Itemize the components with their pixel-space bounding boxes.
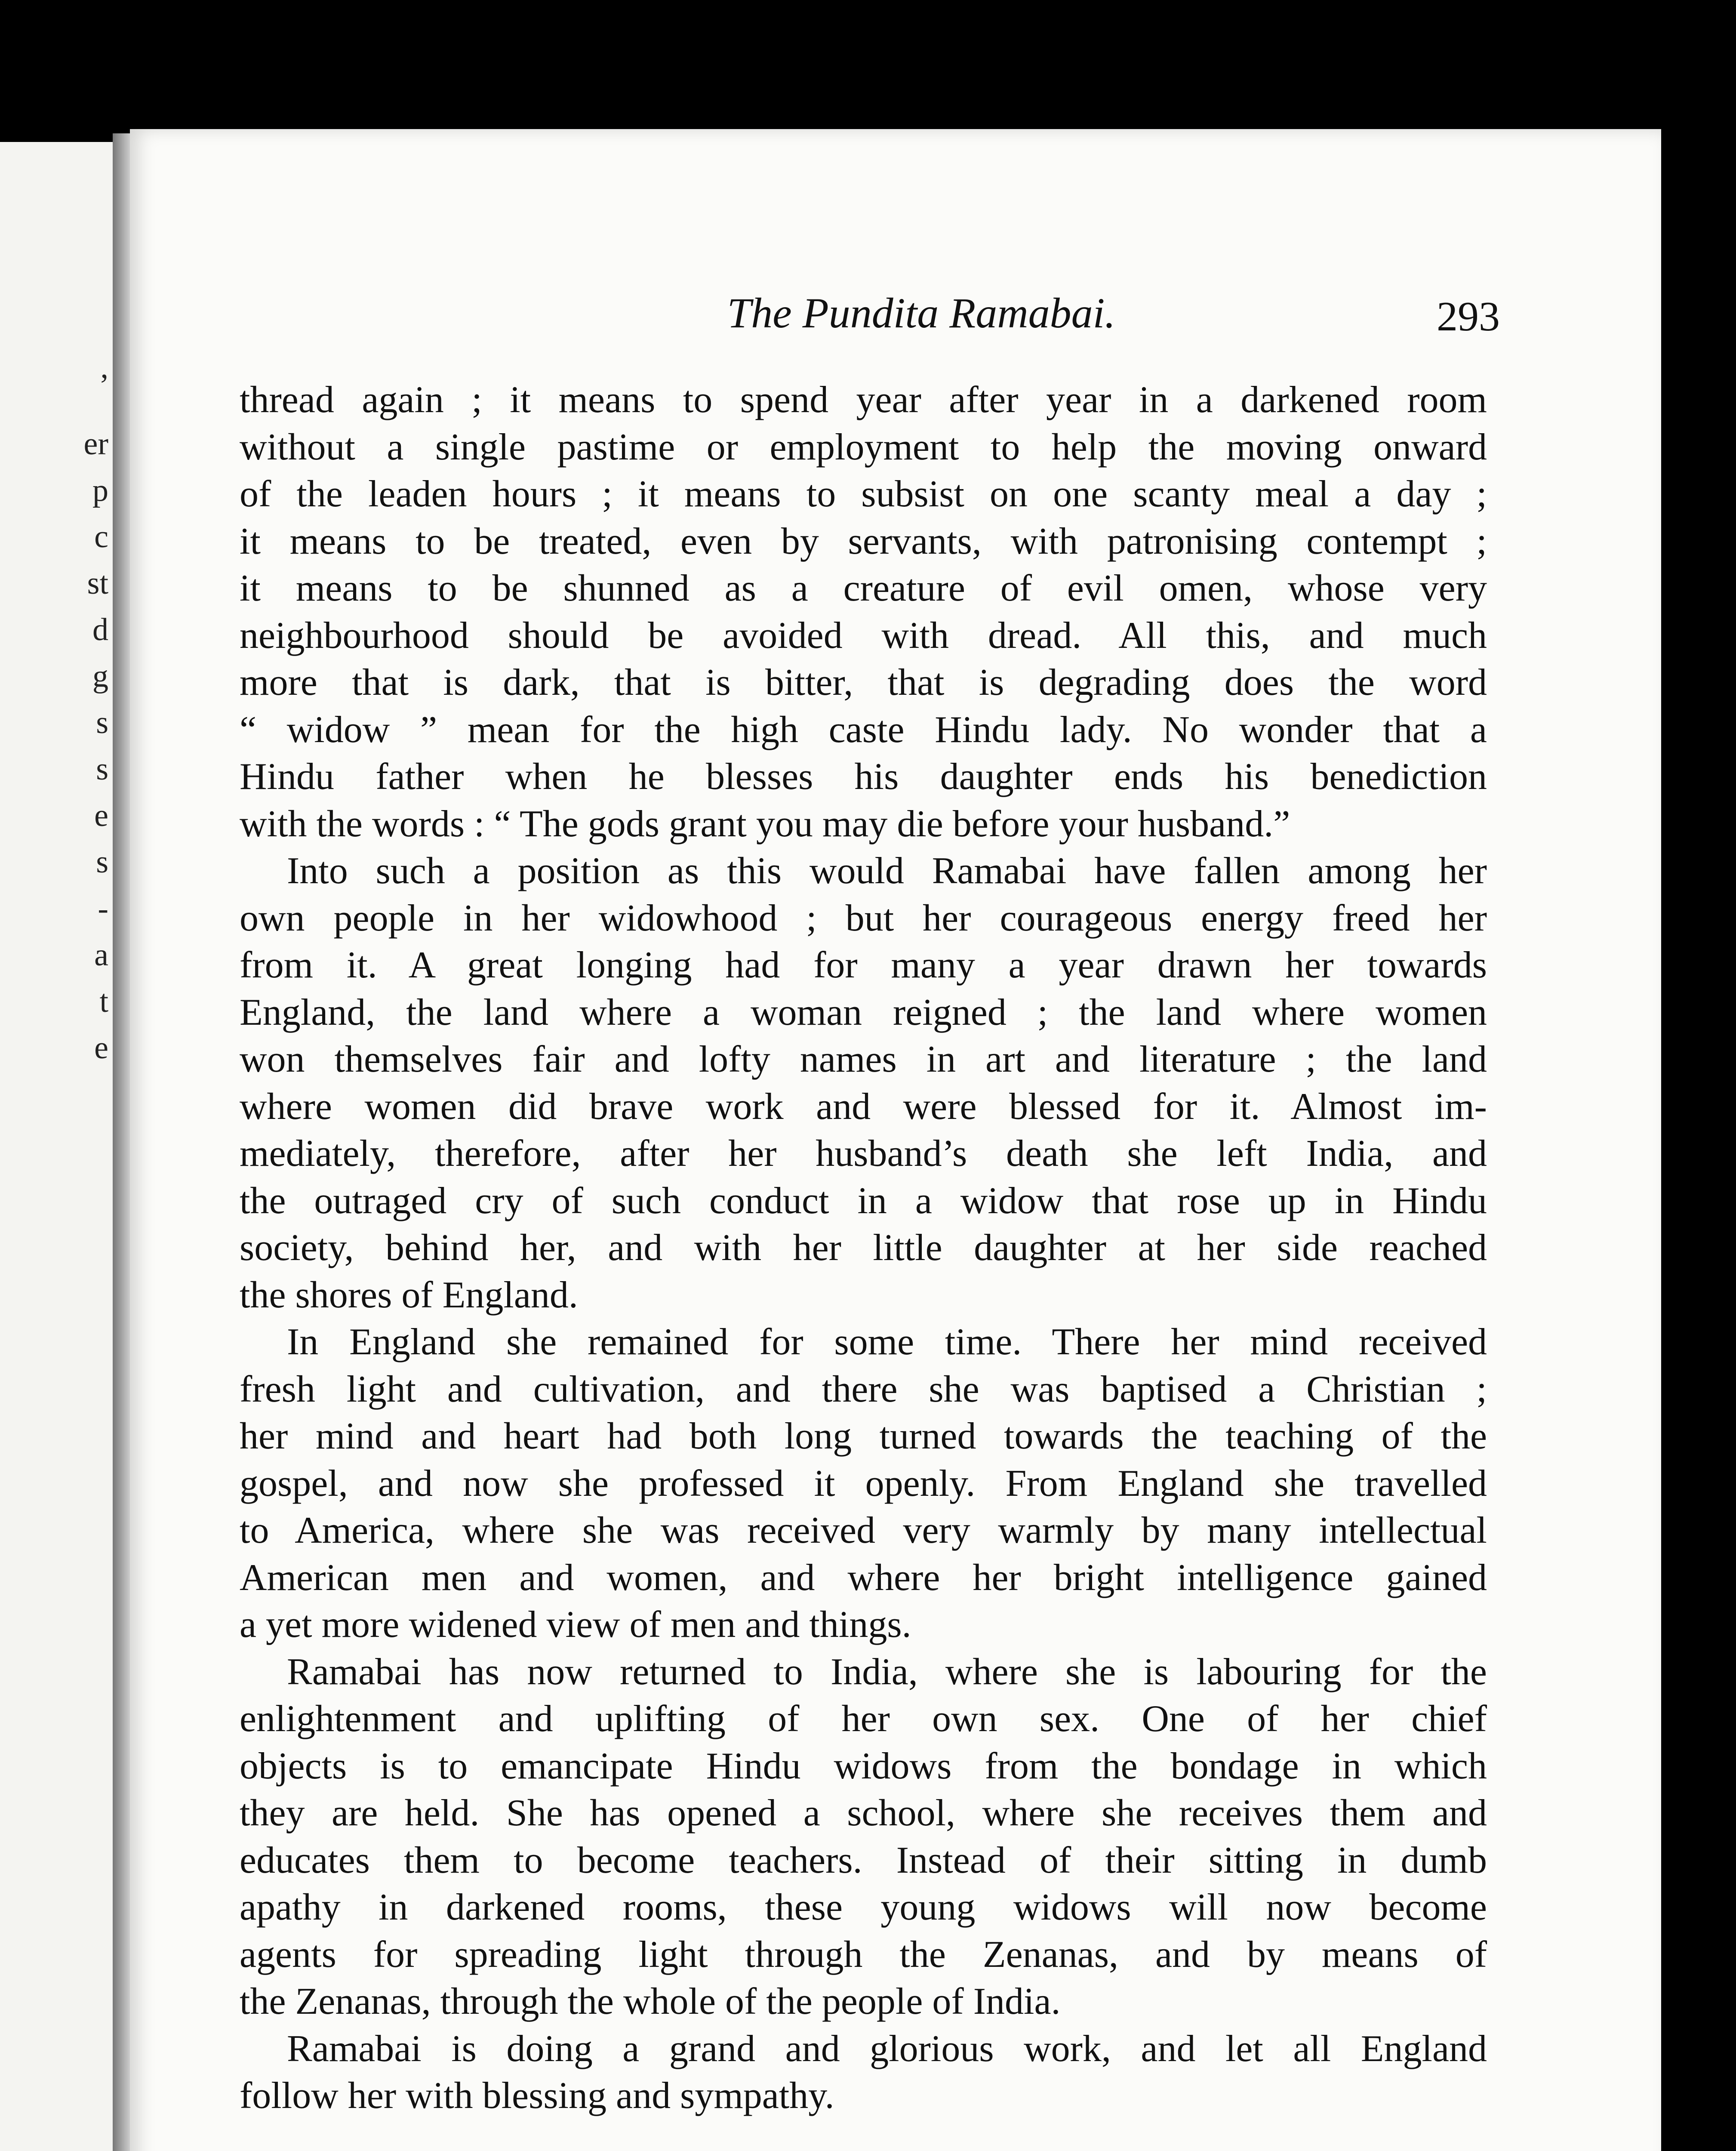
text-line: gospel, and now she professed it openly. From England she travelled: [240, 1462, 1487, 1504]
text-line: the outraged cry of such conduct in a widow that rose up in Hindu: [240, 1180, 1487, 1222]
edge-line: er: [83, 426, 108, 462]
text-line: follow her with blessing and sympathy.: [240, 2075, 834, 2117]
text-line: Into such a position as this would Ramabai have fallen among her: [287, 850, 1487, 892]
text-line: mediately, therefore, after her husband’s death she left India, and: [240, 1133, 1487, 1174]
edge-line: e: [94, 1030, 108, 1066]
paragraph: [240, 376, 1487, 847]
text-line: England, the land where a woman reigned ; the land where women: [240, 991, 1487, 1033]
book-page: [130, 129, 1661, 2151]
previous-page-edge-text: [0, 344, 113, 1071]
edge-line: p: [92, 473, 108, 508]
edge-line: e: [94, 798, 108, 833]
text-line: thread again ; it means to spend year after year in a darkened room: [240, 379, 1487, 421]
text-line: where women did brave work and were blessed for it. Almost im-: [240, 1085, 1487, 1128]
edge-line: d: [92, 612, 108, 647]
edge-line: s: [96, 705, 108, 740]
text-line: “ widow ” mean for the high caste Hindu lady. No wonder that a: [240, 709, 1487, 751]
page-number: 293: [1437, 293, 1500, 340]
text-line: educates them to become teachers. Instead of their sitting in dumb: [240, 1839, 1487, 1881]
edge-line: st: [87, 566, 108, 601]
text-line: Ramabai has now returned to India, where she is labouring for the: [287, 1651, 1487, 1693]
text-line: it means to be treated, even by servants, with patronising contempt ;: [240, 520, 1487, 562]
text-line: neighbourhood should be avoided with dread. All this, and much: [240, 614, 1487, 656]
text-line: American men and women, and where her bright intelligence gained: [240, 1556, 1487, 1599]
paragraph: [240, 2025, 1487, 2120]
text-line: with the words : “ The gods grant you may die before your husband.”: [240, 803, 1290, 845]
edge-line: a: [94, 937, 108, 973]
edge-line: -: [98, 891, 108, 926]
paragraph: [240, 1649, 1487, 2025]
previous-page: [0, 142, 117, 2151]
text-line: own people in her widowhood ; but her courageous energy freed her: [240, 897, 1487, 939]
text-line: the shores of England.: [240, 1274, 578, 1316]
running-head: [130, 288, 1661, 348]
body-text: [240, 376, 1487, 2120]
running-title: The Pundita Ramabai.: [727, 289, 1116, 337]
text-line: it means to be shunned as a creature of evil omen, whose very: [240, 567, 1487, 609]
book-gutter: [113, 133, 130, 2151]
text-line: society, behind her, and with her little daughter at her side reached: [240, 1227, 1487, 1269]
text-line: won themselves fair and lofty names in art and literature ; the land: [240, 1039, 1487, 1080]
paragraph: [240, 847, 1487, 1319]
edge-line: s: [96, 844, 108, 880]
text-line: In England she remained for some time. There her mind received: [287, 1321, 1487, 1363]
text-line: agents for spreading light through the Zenanas, and by means of: [240, 1933, 1487, 1975]
text-line: of the leaden hours ; it means to subsist on one scanty meal a day ;: [240, 473, 1487, 515]
text-line: Hindu father when he blesses his daughter ends his benediction: [240, 756, 1487, 798]
text-line: from it. A great longing had for many a year drawn her towards: [240, 944, 1487, 986]
text-line: the Zenanas, through the whole of the people of India.: [240, 1981, 1061, 2022]
text-line: apathy in darkened rooms, these young widows will now become: [240, 1886, 1487, 1928]
text-line: to America, where she was received very warmly by many intellectual: [240, 1510, 1487, 1551]
text-line: her mind and heart had both long turned towards the teaching of the: [240, 1415, 1487, 1457]
text-line: they are held. She has opened a school, where she receives them and: [240, 1792, 1487, 1834]
text-line: a yet more widened view of men and things.: [240, 1604, 911, 1646]
edge-line: g: [92, 659, 108, 694]
edge-line: s: [96, 752, 108, 787]
text-line: more that is dark, that is bitter, that is degrading does the word: [240, 662, 1487, 703]
edge-line: t: [99, 984, 108, 1019]
paragraph: [240, 1319, 1487, 1649]
text-line: fresh light and cultivation, and there she was baptised a Christian ;: [240, 1368, 1487, 1410]
text-line: objects is to emancipate Hindu widows from the bondage in which: [240, 1745, 1487, 1787]
edge-line: ,: [100, 350, 108, 385]
text-line: enlightenment and uplifting of her own sex. One of her chief: [240, 1698, 1487, 1740]
text-line: Ramabai is doing a grand and glorious work, and let all England: [287, 2028, 1487, 2070]
text-line: without a single pastime or employment to help the moving onward: [240, 426, 1487, 468]
edge-line: c: [94, 519, 108, 555]
